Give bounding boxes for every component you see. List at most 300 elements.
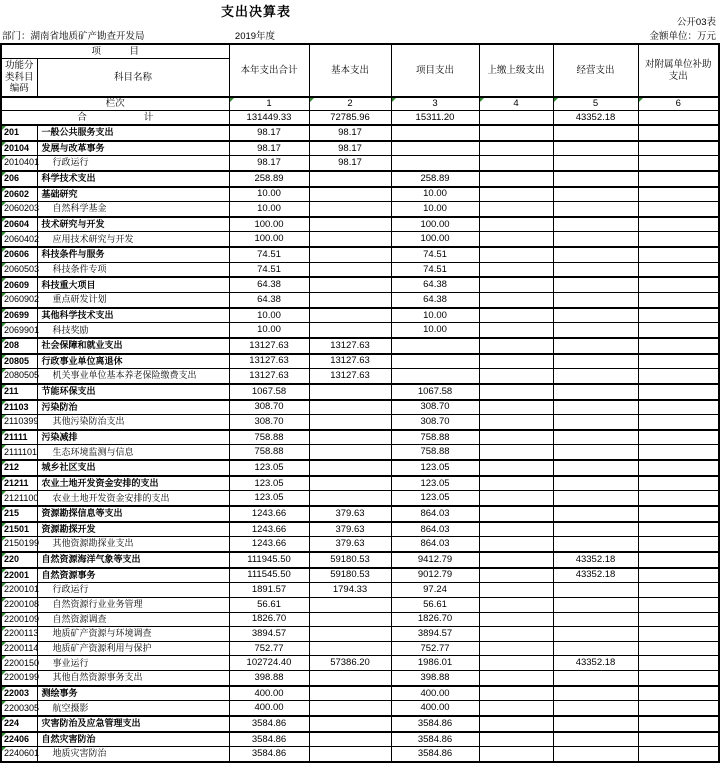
amount-cell: 123.05 [391, 460, 479, 476]
amount-cell [309, 415, 391, 430]
amount-cell [638, 354, 719, 369]
amount-cell [638, 537, 719, 552]
subject-name-cell: 节能环保支出 [37, 384, 229, 400]
amount-cell [553, 232, 638, 247]
green-triangle-icon [2, 461, 6, 465]
green-triangle-icon [2, 431, 6, 435]
amount-cell [638, 384, 719, 400]
subject-name-cell: 自然资源调查 [37, 612, 229, 627]
table-row [1, 612, 719, 627]
subject-name-cell: 生态环境监测与信息 [37, 445, 229, 460]
amount-cell [479, 506, 553, 522]
amount-cell [309, 187, 391, 202]
col-header-operating: 经营支出 [553, 44, 638, 97]
amount-cell [479, 125, 553, 141]
subject-name-cell: 污染防治 [37, 400, 229, 415]
amount-cell [638, 171, 719, 187]
code-cell: 2200199 [1, 671, 37, 686]
amount-cell [479, 627, 553, 642]
green-triangle-icon [639, 98, 643, 102]
amount-cell [309, 701, 391, 716]
amount-cell [553, 384, 638, 400]
subject-name-cell: 测绘事务 [37, 686, 229, 701]
subject-name-cell: 一般公共服务支出 [37, 125, 229, 141]
amount-cell [638, 247, 719, 262]
amount-cell [638, 445, 719, 460]
table-row [1, 656, 719, 671]
amount-cell [479, 716, 553, 732]
amount-cell [309, 597, 391, 612]
subject-name-cell: 其他自然资源事务支出 [37, 671, 229, 686]
amount-cell: 379.63 [309, 522, 391, 537]
amount-cell [638, 460, 719, 476]
grand-total-cell: 15311.20 [391, 111, 479, 126]
column-index-cell: 4 [479, 97, 553, 111]
amount-cell [553, 217, 638, 232]
project-header-cell: 项 目 [1, 44, 229, 59]
amount-cell: 13127.63 [229, 354, 309, 369]
amount-cell [479, 277, 553, 292]
green-triangle-icon [2, 218, 6, 222]
amount-cell [309, 323, 391, 338]
amount-cell [553, 716, 638, 732]
amount-cell [309, 384, 391, 400]
amount-cell [553, 125, 638, 141]
green-triangle-icon [480, 98, 484, 102]
amount-cell [479, 293, 553, 308]
col-header-total: 本年支出合计 [229, 44, 309, 97]
amount-cell: 3584.86 [391, 716, 479, 732]
grand-total-cell [638, 111, 719, 126]
amount-cell: 1067.58 [391, 384, 479, 400]
document-header [0, 0, 719, 43]
amount-cell [309, 430, 391, 445]
amount-cell [638, 202, 719, 217]
code-cell: 220 [1, 552, 37, 568]
amount-cell [309, 308, 391, 323]
amount-cell: 111945.50 [229, 552, 309, 568]
green-triangle-icon [2, 309, 6, 313]
code-cell: 224 [1, 716, 37, 732]
amount-cell [638, 732, 719, 747]
table-row [1, 187, 719, 202]
green-triangle-icon [2, 156, 6, 160]
amount-cell [638, 552, 719, 568]
table-row [1, 716, 719, 732]
subject-name-cell: 技术研究与开发 [37, 217, 229, 232]
amount-cell [479, 323, 553, 338]
amount-cell [553, 597, 638, 612]
amount-cell: 74.51 [229, 262, 309, 277]
green-triangle-icon [2, 355, 6, 359]
code-cell: 211 [1, 384, 37, 400]
subject-name-cell: 农业土地开发资金安排的支出 [37, 476, 229, 491]
code-cell: 20104 [1, 141, 37, 156]
amount-cell [479, 338, 553, 354]
amount-cell: 64.38 [391, 293, 479, 308]
code-cell: 201 [1, 125, 37, 141]
amount-cell [479, 156, 553, 171]
amount-cell [479, 583, 553, 598]
column-index-cell: 2 [309, 97, 391, 111]
amount-cell: 398.88 [391, 671, 479, 686]
amount-cell: 98.17 [309, 156, 391, 171]
amount-cell [638, 568, 719, 583]
amount-cell: 864.03 [391, 537, 479, 552]
amount-cell [479, 701, 553, 716]
amount-cell [553, 308, 638, 323]
code-cell: 2200114 [1, 641, 37, 656]
amount-cell: 74.51 [391, 247, 479, 262]
amount-cell [638, 671, 719, 686]
amount-cell: 398.88 [229, 671, 309, 686]
table-row [1, 141, 719, 156]
green-triangle-icon [2, 507, 6, 511]
green-triangle-icon [2, 445, 6, 449]
amount-cell [638, 156, 719, 171]
col-header-project-exp: 项目支出 [391, 44, 479, 97]
code-cell: 2110399 [1, 415, 37, 430]
amount-cell [638, 308, 719, 323]
amount-cell: 98.17 [229, 141, 309, 156]
amount-cell [479, 202, 553, 217]
subject-name-cell: 科学技术支出 [37, 171, 229, 187]
code-cell: 2111101 [1, 445, 37, 460]
amount-cell [553, 293, 638, 308]
amount-cell: 56.61 [229, 597, 309, 612]
green-triangle-icon [554, 98, 558, 102]
table-row [1, 415, 719, 430]
amount-cell [553, 627, 638, 642]
amount-cell [553, 612, 638, 627]
amount-cell: 98.17 [229, 156, 309, 171]
green-triangle-icon [2, 323, 6, 327]
table-row [1, 732, 719, 747]
green-triangle-icon [2, 687, 6, 691]
amount-cell: 379.63 [309, 506, 391, 522]
amount-cell [638, 747, 719, 762]
amount-cell [553, 156, 638, 171]
amount-cell [309, 247, 391, 262]
subject-name-cell: 资源勘探开发 [37, 522, 229, 537]
green-triangle-icon [2, 583, 6, 587]
amount-cell: 1986.01 [391, 656, 479, 671]
amount-cell [309, 686, 391, 701]
subject-name-cell: 自然科学基金 [37, 202, 229, 217]
code-cell: 2060902 [1, 293, 37, 308]
amount-cell [553, 430, 638, 445]
amount-cell: 758.88 [391, 430, 479, 445]
amount-cell [638, 323, 719, 338]
amount-cell [479, 491, 553, 506]
amount-cell [309, 217, 391, 232]
amount-cell: 3894.57 [229, 627, 309, 642]
amount-cell [553, 537, 638, 552]
code-cell: 212 [1, 460, 37, 476]
table-row [1, 537, 719, 552]
amount-cell: 400.00 [229, 686, 309, 701]
amount-cell [638, 491, 719, 506]
subject-name-cell: 其他科学技术支出 [37, 308, 229, 323]
amount-cell: 1794.33 [309, 583, 391, 598]
amount-cell: 97.24 [391, 583, 479, 598]
table-row [1, 338, 719, 354]
amount-cell [479, 217, 553, 232]
amount-cell: 258.89 [229, 171, 309, 187]
amount-cell: 1243.66 [229, 537, 309, 552]
subject-name-cell: 灾害防治及应急管理支出 [37, 716, 229, 732]
green-triangle-icon [2, 491, 6, 495]
amount-cell: 43352.18 [553, 552, 638, 568]
green-triangle-icon [2, 401, 6, 405]
amount-cell: 3584.86 [229, 732, 309, 747]
amount-cell: 10.00 [391, 323, 479, 338]
amount-cell [309, 262, 391, 277]
table-row [1, 247, 719, 262]
amount-cell [309, 202, 391, 217]
code-cell: 20805 [1, 354, 37, 369]
amount-cell [553, 369, 638, 384]
amount-cell [309, 293, 391, 308]
amount-cell: 1243.66 [229, 506, 309, 522]
amount-cell [479, 141, 553, 156]
table-row [1, 522, 719, 537]
amount-cell: 10.00 [229, 308, 309, 323]
amount-unit-label: 金额单位：万元 [649, 31, 716, 42]
subject-name-cell: 污染减排 [37, 430, 229, 445]
code-cell: 21501 [1, 522, 37, 537]
code-cell: 2200108 [1, 597, 37, 612]
table-row [1, 460, 719, 476]
amount-cell [479, 612, 553, 627]
amount-cell: 64.38 [229, 277, 309, 292]
amount-cell [553, 400, 638, 415]
table-row [1, 232, 719, 247]
grand-total-cell [479, 111, 553, 126]
amount-cell [638, 400, 719, 415]
subject-name-cell: 行政运行 [37, 156, 229, 171]
amount-cell [638, 141, 719, 156]
amount-cell: 74.51 [229, 247, 309, 262]
amount-cell [309, 491, 391, 506]
amount-cell: 752.77 [391, 641, 479, 656]
amount-cell: 64.38 [229, 293, 309, 308]
amount-cell: 400.00 [229, 701, 309, 716]
amount-cell [309, 400, 391, 415]
green-triangle-icon [2, 671, 6, 675]
amount-cell: 56.61 [391, 597, 479, 612]
amount-cell [553, 460, 638, 476]
code-cell: 215 [1, 506, 37, 522]
amount-cell [638, 583, 719, 598]
amount-cell [553, 187, 638, 202]
amount-cell [309, 747, 391, 762]
amount-cell: 1826.70 [391, 612, 479, 627]
subject-name-cell: 其他资源勘探业支出 [37, 537, 229, 552]
amount-cell [479, 430, 553, 445]
amount-cell [391, 338, 479, 354]
amount-cell: 123.05 [229, 491, 309, 506]
amount-cell: 864.03 [391, 522, 479, 537]
grand-total-cell: 43352.18 [553, 111, 638, 126]
green-triangle-icon [2, 369, 6, 373]
amount-cell [479, 732, 553, 747]
table-row [1, 568, 719, 583]
amount-cell: 258.89 [391, 171, 479, 187]
green-triangle-icon [2, 627, 6, 631]
amount-cell: 3584.86 [391, 747, 479, 762]
amount-cell [553, 747, 638, 762]
code-cell: 22406 [1, 732, 37, 747]
subject-name-cell: 科技条件专项 [37, 262, 229, 277]
code-cell: 2069901 [1, 323, 37, 338]
subject-name-cell: 地质灾害防治 [37, 747, 229, 762]
code-cell: 2200113 [1, 627, 37, 642]
amount-cell [479, 308, 553, 323]
code-cell: 20699 [1, 308, 37, 323]
amount-cell [553, 522, 638, 537]
amount-cell [638, 430, 719, 445]
amount-cell [309, 732, 391, 747]
amount-cell [553, 671, 638, 686]
code-cell: 206 [1, 171, 37, 187]
amount-cell [638, 701, 719, 716]
amount-cell: 123.05 [229, 476, 309, 491]
amount-cell: 758.88 [229, 445, 309, 460]
amount-cell: 13127.63 [309, 354, 391, 369]
table-row [1, 583, 719, 598]
amount-cell [391, 369, 479, 384]
amount-cell [309, 476, 391, 491]
amount-cell: 1067.58 [229, 384, 309, 400]
table-row [1, 293, 719, 308]
amount-cell [553, 247, 638, 262]
amount-cell: 13127.63 [229, 369, 309, 384]
green-triangle-icon [2, 553, 6, 557]
green-triangle-icon [2, 701, 6, 705]
table-row [1, 747, 719, 762]
code-cell: 20606 [1, 247, 37, 262]
column-index-row [1, 97, 719, 111]
table-row [1, 686, 719, 701]
green-triangle-icon [2, 747, 6, 751]
amount-cell [638, 217, 719, 232]
amount-cell [638, 641, 719, 656]
amount-cell: 308.70 [229, 415, 309, 430]
green-triangle-icon [310, 98, 314, 102]
table-row [1, 369, 719, 384]
table-row [1, 445, 719, 460]
code-cell: 2200305 [1, 701, 37, 716]
green-triangle-icon [2, 523, 6, 527]
amount-cell: 100.00 [229, 232, 309, 247]
subject-name-cell: 重点研发计划 [37, 293, 229, 308]
code-cell: 2080505 [1, 369, 37, 384]
table-row [1, 277, 719, 292]
col-header-code: 功能分类科目编码 [1, 59, 37, 98]
subject-name-cell: 科技奖励 [37, 323, 229, 338]
amount-cell [553, 338, 638, 354]
amount-cell [553, 323, 638, 338]
table-row [1, 430, 719, 445]
amount-cell: 308.70 [391, 400, 479, 415]
subject-name-cell: 地质矿产资源利用与保护 [37, 641, 229, 656]
subject-name-cell: 自然资源行业业务管理 [37, 597, 229, 612]
table-body [1, 125, 719, 762]
amount-cell [479, 747, 553, 762]
green-triangle-icon [2, 717, 6, 721]
amount-cell: 758.88 [391, 445, 479, 460]
amount-cell: 3894.57 [391, 627, 479, 642]
fiscal-year-label: 2019年度 [234, 31, 276, 42]
table-row [1, 217, 719, 232]
amount-cell [479, 187, 553, 202]
amount-cell [553, 476, 638, 491]
amount-cell [309, 641, 391, 656]
subject-name-cell: 自然资源海洋气象等支出 [37, 552, 229, 568]
amount-cell: 10.00 [391, 187, 479, 202]
amount-cell [479, 232, 553, 247]
amount-cell: 3584.86 [229, 716, 309, 732]
amount-cell [479, 415, 553, 430]
amount-cell: 10.00 [229, 187, 309, 202]
amount-cell [638, 476, 719, 491]
amount-cell: 98.17 [309, 125, 391, 141]
amount-cell [479, 597, 553, 612]
amount-cell [479, 686, 553, 701]
amount-cell [638, 656, 719, 671]
amount-cell [638, 597, 719, 612]
amount-cell: 98.17 [229, 125, 309, 141]
amount-cell: 308.70 [391, 415, 479, 430]
green-triangle-icon [2, 642, 6, 646]
amount-cell [638, 716, 719, 732]
amount-cell: 43352.18 [553, 656, 638, 671]
grand-total-cell: 131449.33 [229, 111, 309, 126]
amount-cell [479, 445, 553, 460]
code-cell: 2010401 [1, 156, 37, 171]
amount-cell [309, 627, 391, 642]
column-index-cell: 1 [229, 97, 309, 111]
table-row [1, 308, 719, 323]
amount-cell: 10.00 [391, 308, 479, 323]
amount-cell [479, 537, 553, 552]
amount-cell: 74.51 [391, 262, 479, 277]
amount-cell: 13127.63 [309, 338, 391, 354]
amount-cell: 3584.86 [391, 732, 479, 747]
amount-cell: 1826.70 [229, 612, 309, 627]
code-cell: 2200101 [1, 583, 37, 598]
table-row [1, 491, 719, 506]
subject-name-cell: 社会保障和就业支出 [37, 338, 229, 354]
table-row [1, 323, 719, 338]
green-triangle-icon [392, 98, 396, 102]
amount-cell: 1891.57 [229, 583, 309, 598]
subject-name-cell: 自然资源事务 [37, 568, 229, 583]
amount-cell [553, 641, 638, 656]
amount-cell [391, 156, 479, 171]
amount-cell [479, 171, 553, 187]
amount-cell [479, 262, 553, 277]
code-cell: 21211 [1, 476, 37, 491]
amount-cell: 100.00 [391, 232, 479, 247]
table-row [1, 476, 719, 491]
green-triangle-icon [2, 339, 6, 343]
amount-cell [553, 701, 638, 716]
green-triangle-icon [2, 202, 6, 206]
amount-cell [391, 125, 479, 141]
amount-cell [479, 476, 553, 491]
